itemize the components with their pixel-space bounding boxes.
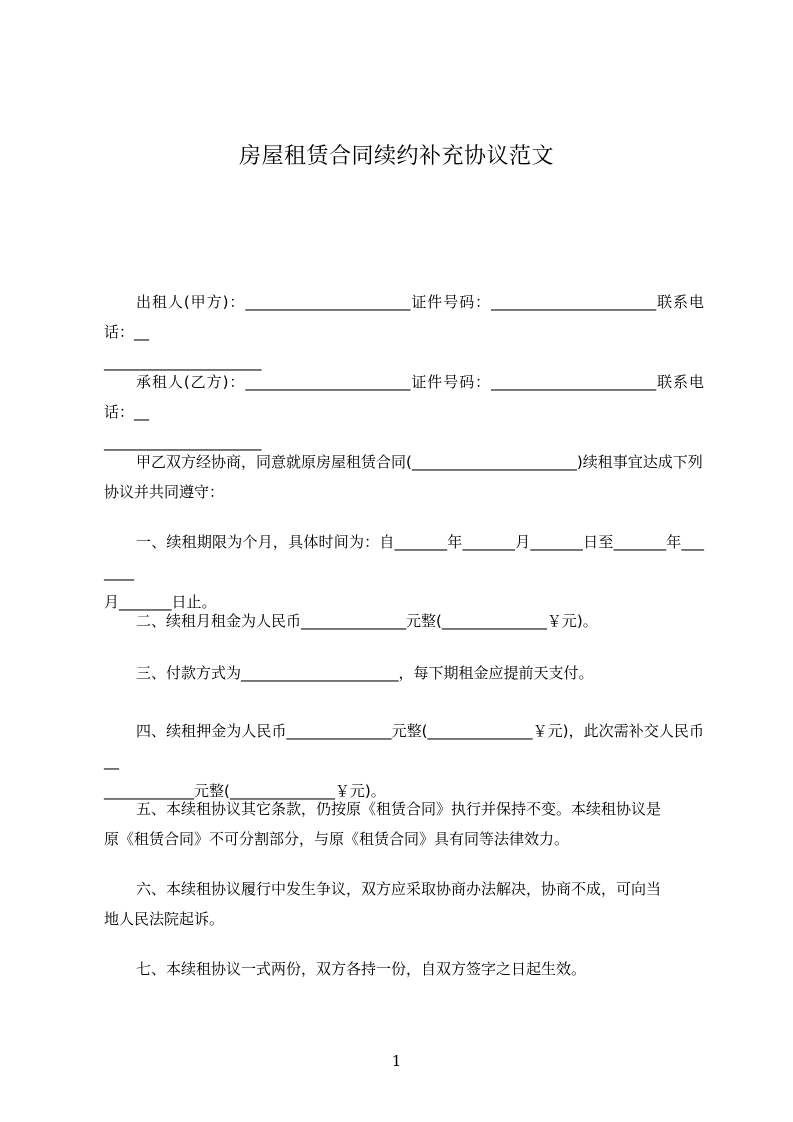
clause-7-paragraph <box>104 954 704 984</box>
lessee-info-line-2: _____________________ <box>104 433 262 451</box>
agreement-intro-paragraph <box>104 447 704 507</box>
lessor-info-paragraph <box>104 287 704 377</box>
clause-3-line-1: 三、付款方式为_____________________，每下期租金应提前天支付。 <box>136 664 594 682</box>
page-number: 1 <box>391 1052 402 1070</box>
clause-2-paragraph <box>104 606 704 636</box>
agreement-intro-line-1: 甲乙双方经协商，同意就原房屋租赁合同(______________________)续租事宜达成下列 <box>136 453 703 471</box>
clause-1-line-1: 一、续租期限为个月，具体时间为：自_______年_______月_______日至_______年_______ <box>104 533 704 581</box>
clause-6-line-2: 地人民法院起诉。 <box>104 910 225 928</box>
agreement-intro-line-2: 协议并共同遵守： <box>104 483 225 501</box>
clause-5-line-2: 原《租赁合同》不可分割部分，与原《租赁合同》具有同等法律效力。 <box>104 830 570 848</box>
clause-4-line-2: ____________元整(______________￥元)。 <box>104 782 386 800</box>
clause-2-line-1: 二、续租月租金为人民币______________元整(______________￥元)。 <box>136 612 598 630</box>
clause-7-line-1: 七、本续租协议一式两份，双方各持一份，自双方签字之日起生效。 <box>136 960 587 978</box>
clause-6-line-1: 六、本续租协议履行中发生争议，双方应采取协商办法解决，协商不成，可向当 <box>136 880 662 898</box>
clause-4-paragraph <box>104 716 704 806</box>
clause-4-line-1: 四、续租押金为人民币______________元整(______________￥元)，此次需补交人民币__ <box>104 722 704 770</box>
clause-5-line-1: 五、本续租协议其它条款，仍按原《租赁合同》执行并保持不变。本续租协议是 <box>136 800 662 818</box>
lessor-info-line-2: _____________________ <box>104 353 262 371</box>
clause-3-paragraph <box>104 658 704 688</box>
lessee-info-line-1: 承租人(乙方)：______________________证件号码：______________________联系电话：__ <box>104 373 704 421</box>
clause-5-paragraph <box>104 794 704 854</box>
clause-6-paragraph <box>104 874 704 934</box>
lessor-info-line-1: 出租人(甲方)：______________________证件号码：______________________联系电话：__ <box>104 293 704 341</box>
clause-1-line-2: 月_______日止。 <box>104 593 217 611</box>
clause-1-paragraph <box>104 527 704 617</box>
document-title: 房屋租赁合同续约补充协议范文 <box>238 144 554 169</box>
lessee-info-paragraph <box>104 367 704 457</box>
